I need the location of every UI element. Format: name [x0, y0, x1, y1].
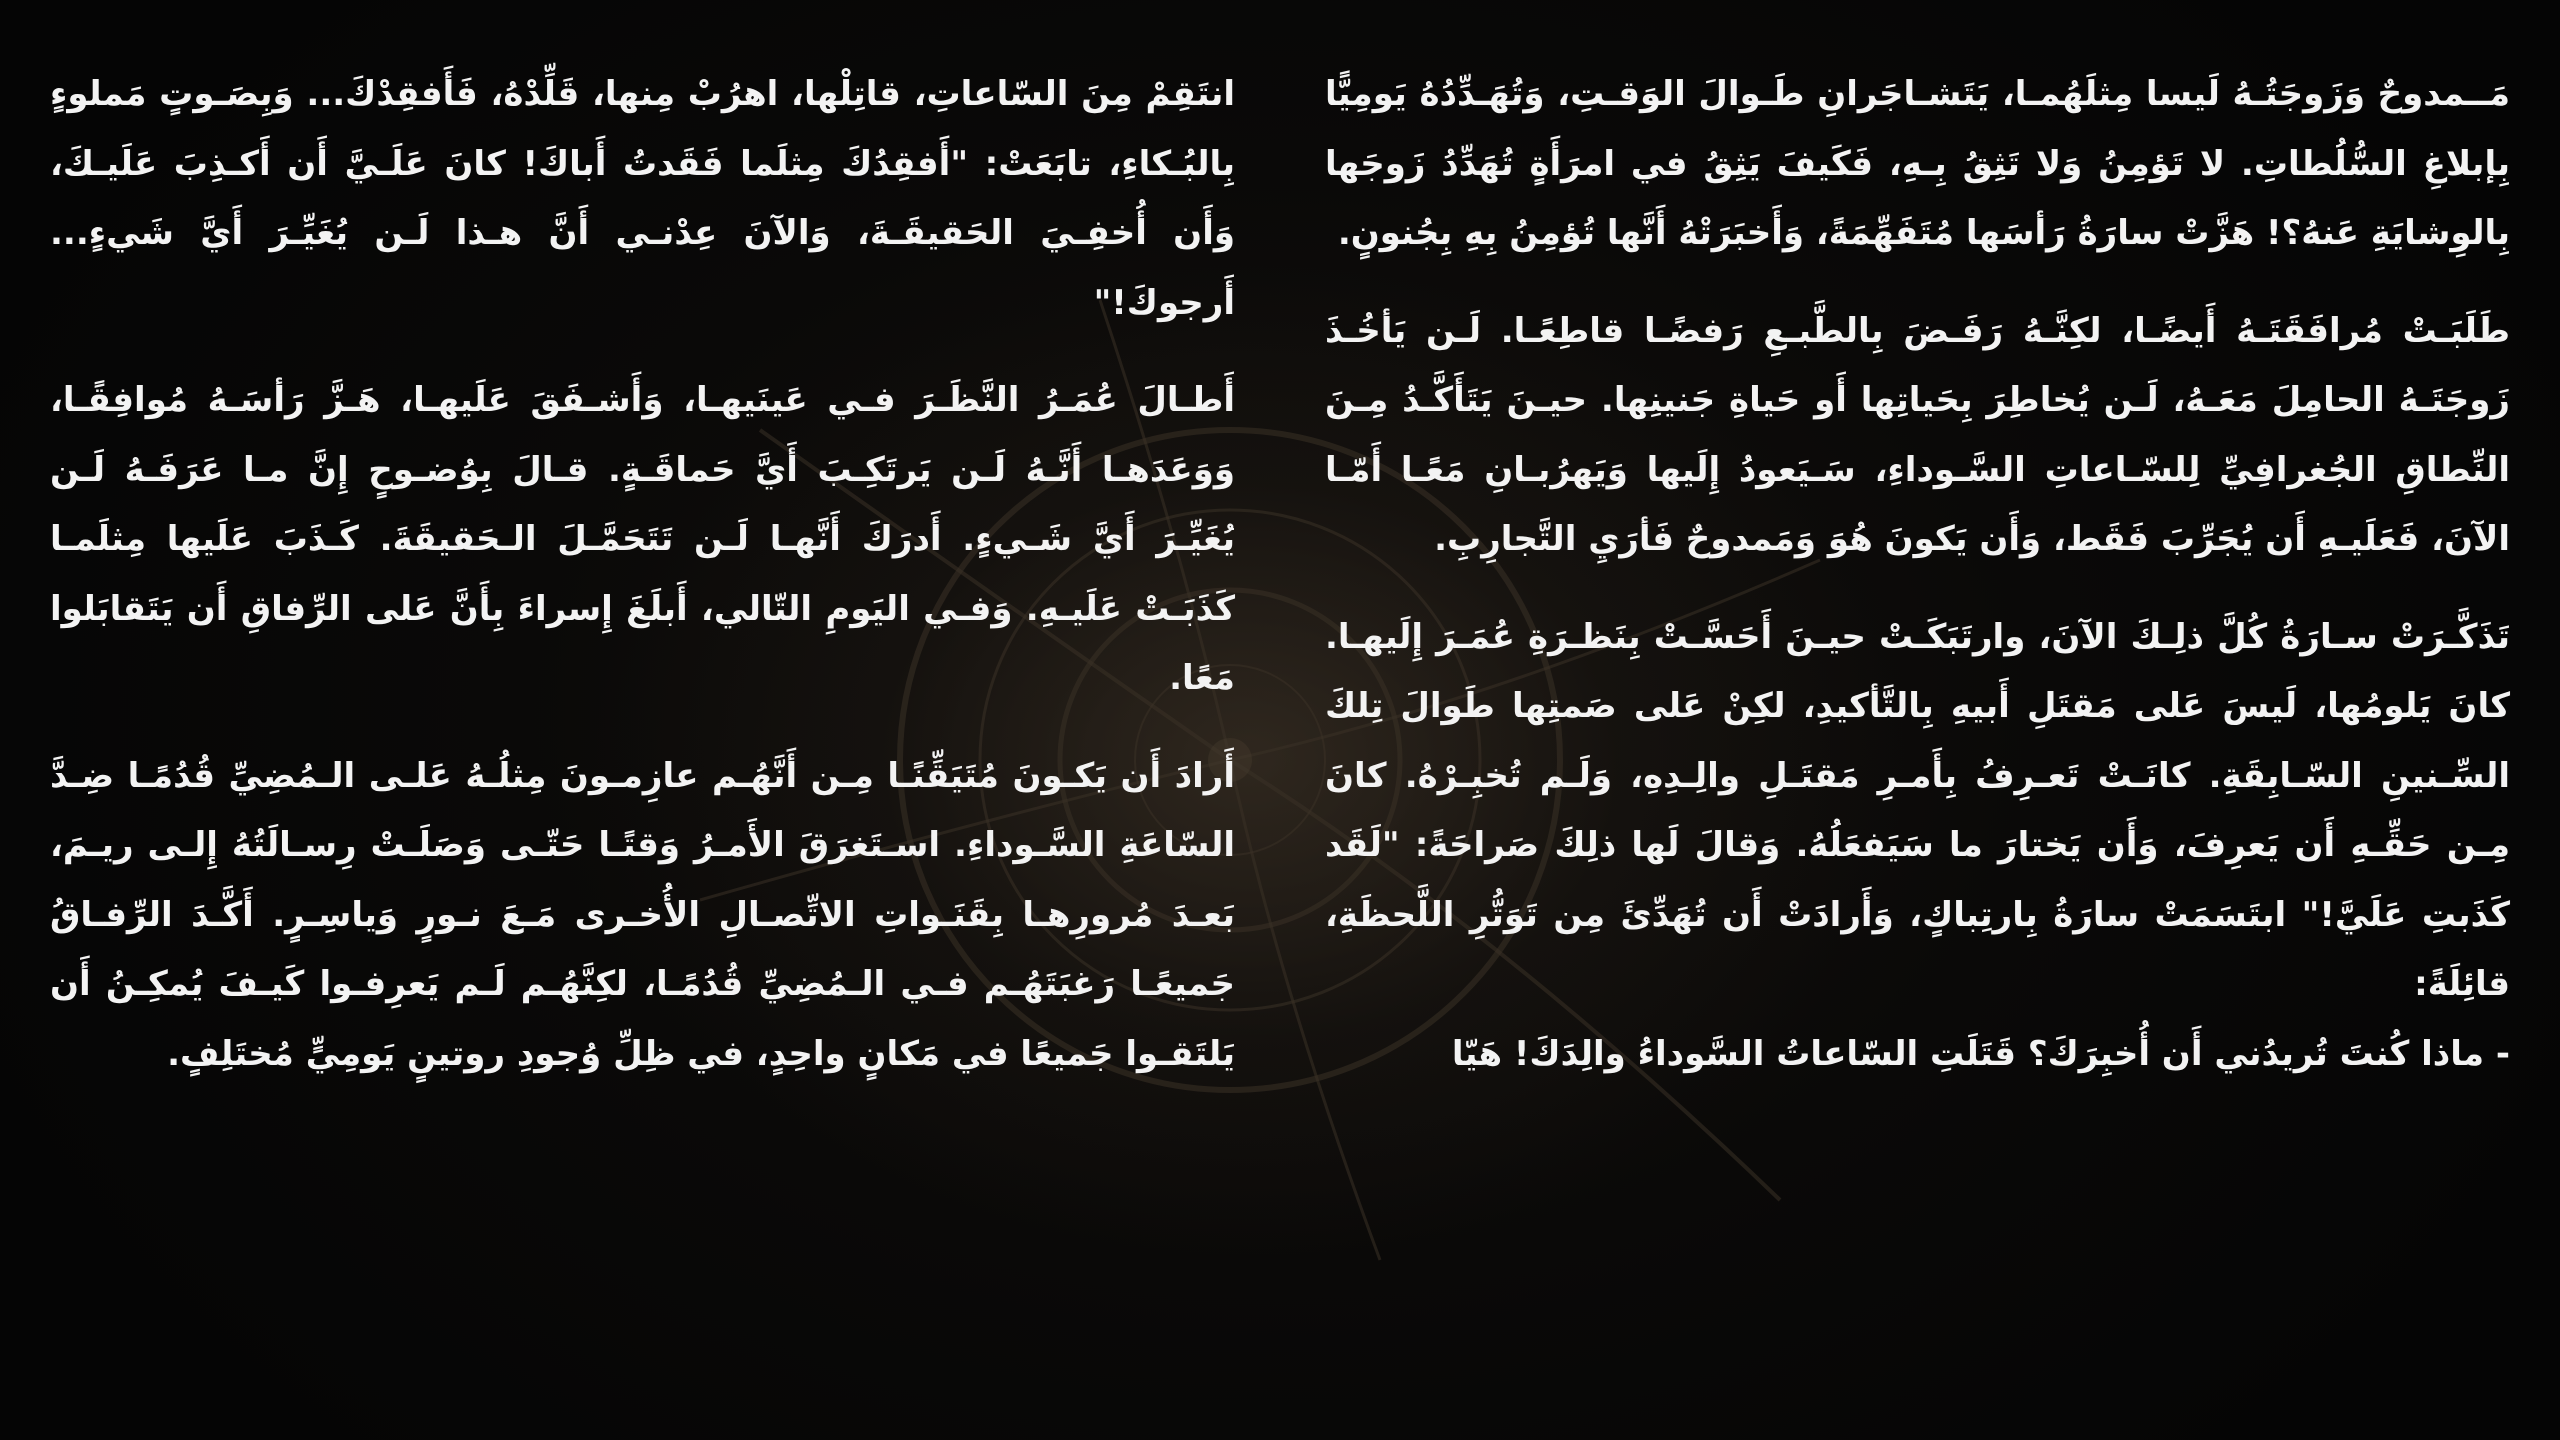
paragraph: طَلَبَـتْ مُرافَقَتَـهُ أَيضًـا، لكِنَّـهُ رَفَـضَ بِالطَّبـعِ رَفضًـا قاطِعًـا. لَـن يَأخُـذَ زَوجَتَـهُ الحامِلَ مَعَـهُ، لَـن يُخاطِرَ بِحَياتِها أَو حَياةِ جَنينِها. حيـنَ يَتَأَكَّـدُ مِـنَ النِّطاقِ الجُغرافِيِّ لِلسّـاعاتِ السَّـوداءِ، سَـيَعودُ إِلَيها وَيَهرُبـانِ مَعًـا أَمّـا الآنَ، فَعَلَيـهِ أَن يُجَرِّبَ فَقَط، وَأَن يَكونَ هُوَ وَمَمدوحٌ فَأرَيِ التَّجارِبِ.: [1325, 310, 2510, 559]
paragraph: انتَقِمْ مِنَ السّاعاتِ، قاتِلْها، اهرُبْ مِنها، قَلِّدْهُ، فَأَفقِدْكَ... وَبِصَـوتٍ مَملوءٍ بِالبُـكاءِ، تابَعَتْ: "أَفقِدُكَ مِثلَما فَقَدتُ أَباكَ! كانَ عَلَـيَّ أَن أَكـذِبَ عَلَيـكَ، وَأَن أُخفِـيَ الحَقيقَـةَ، وَالآنَ عِدْنـي أَنَّ هـذا لَـن يُغَيِّـرَ أَيَّ شَيءٍ... أَرجوكَ!": [50, 74, 1235, 323]
paragraph: أَرادَ أَن يَكـونَ مُتَيَقِّنًـا مِـن أَنَّهُـم عازِمـونَ مِثلُـهُ عَلـى الـمُضِيِّ قُدُمًـا ضِـدَّ السّاعَةِ السَّـوداءِ. اسـتَغرَقَ الأَمـرُ وَقتًـا حَتّـى وَصَلَـتْ رِسـالَتُهُ إِلـى ريـمَ، بَعـدَ مُرورِهـا بِقَنَـواتِ الاتِّصـالِ الأُخـرى مَـعَ نـورٍ وَياسِـرٍ. أَكَّـدَ الرِّفـاقُ جَميعًـا رَغبَتَهُـم فـي الـمُضِيِّ قُدُمًـا، لكِنَّهُـم لَـم يَعرِفـوا كَيـفَ يُمكِـنُ أَن يَلتَقـوا جَميعًا في مَكانٍ واحِدٍ، في ظِلِّ وُجودِ روتينٍ يَومِيٍّ مُختَلِفٍ.: [50, 755, 1235, 1074]
left-text-column: [50, 60, 1235, 1117]
right-text-column: [1325, 60, 2510, 1089]
dialogue-line: - ماذا كُنتَ تُريدُني أَن أُخبِرَكَ؟ قَتَلَتِ السّاعاتُ السَّوداءُ والِدَكَ! هَيّا: [1451, 1033, 2510, 1074]
paragraph: مَــمدوحٌ وَزَوجَتُـهُ لَيسا مِثلَهُمـا، يَتَشـاجَرانِ طَـوالَ الوَقـتِ، وَتُهَـدِّدُهُ يَومِيًّا بِإبلاغِ السُّلُطاتِ. لا تَؤمِنُ وَلا تَثِقُ بِـهِ، فَكَيفَ يَثِقُ في امرَأَةٍ تُهَدِّدُ زَوجَها بِالوِشايَةِ عَنهُ؟! هَزَّتْ سارَةُ رَأسَها مُتَفَهِّمَةً، وَأَخبَرَتْهُ أَنَّها تُؤمِنُ بِهِ بِجُنونٍ.: [1325, 74, 2510, 253]
paragraph: أَطـالَ عُمَـرُ النَّظَـرَ فـي عَينَيهـا، وَأَشـفَقَ عَلَيهـا، هَـزَّ رَأسَـهُ مُوافِقًـا، وَوَعَدَهـا أَنَّـهُ لَـن يَرتَكِـبَ أَيَّ حَماقَـةٍ. قـالَ بِوُضـوحٍ إِنَّ مـا عَرَفَـهُ لَـن يُغَيِّـرَ أَيَّ شَـيءٍ. أَدرَكَ أَنَّهـا لَـن تَتَحَمَّـلَ الـحَقيقَةَ. كَـذَبَ عَلَيها مِثلَمـا كَذَبَـتْ عَلَيـهِ. وَفـي اليَومِ التّالي، أَبلَغَ إِسراءَ بِأَنَّ عَلى الرِّفاقِ أَن يَتَقابَلوا مَعًا.: [50, 380, 1235, 698]
paragraph: تَذَكَّـرَتْ سـارَةُ كُلَّ ذلِـكَ الآنَ، وارتَبَكَـتْ حيـنَ أَحَسَّـتْ بِنَظـرَةِ عُمَـرَ إِلَيهـا. كانَ يَلومُها، لَيسَ عَلى مَقتَلِ أَبيهِ بِالتَّأكيدِ، لكِنْ عَلى صَمتِها طَوالَ تِلكَ السِّـنينِ السّـابِقَةِ. كانَـتْ تَعـرِفُ بِأَمـرِ مَقتَـلِ والِـدِهِ، وَلَـم تُخبِـرْهُ. كانَ مِـن حَقِّـهِ أَن يَعرِفَ، وَأَن يَختارَ ما سَيَفعَلُهُ. وَقالَ لَها ذلِكَ صَراحَةً: "لَقَد كَذَبتِ عَلَيَّ!" ابتَسَمَتْ سارَةُ بِارتِباكٍ، وَأَرادَتْ أَن تُهَدِّئَ مِن تَوَتُّرِ اللَّحظَةِ، قائِلَةً:: [1325, 616, 2510, 1004]
